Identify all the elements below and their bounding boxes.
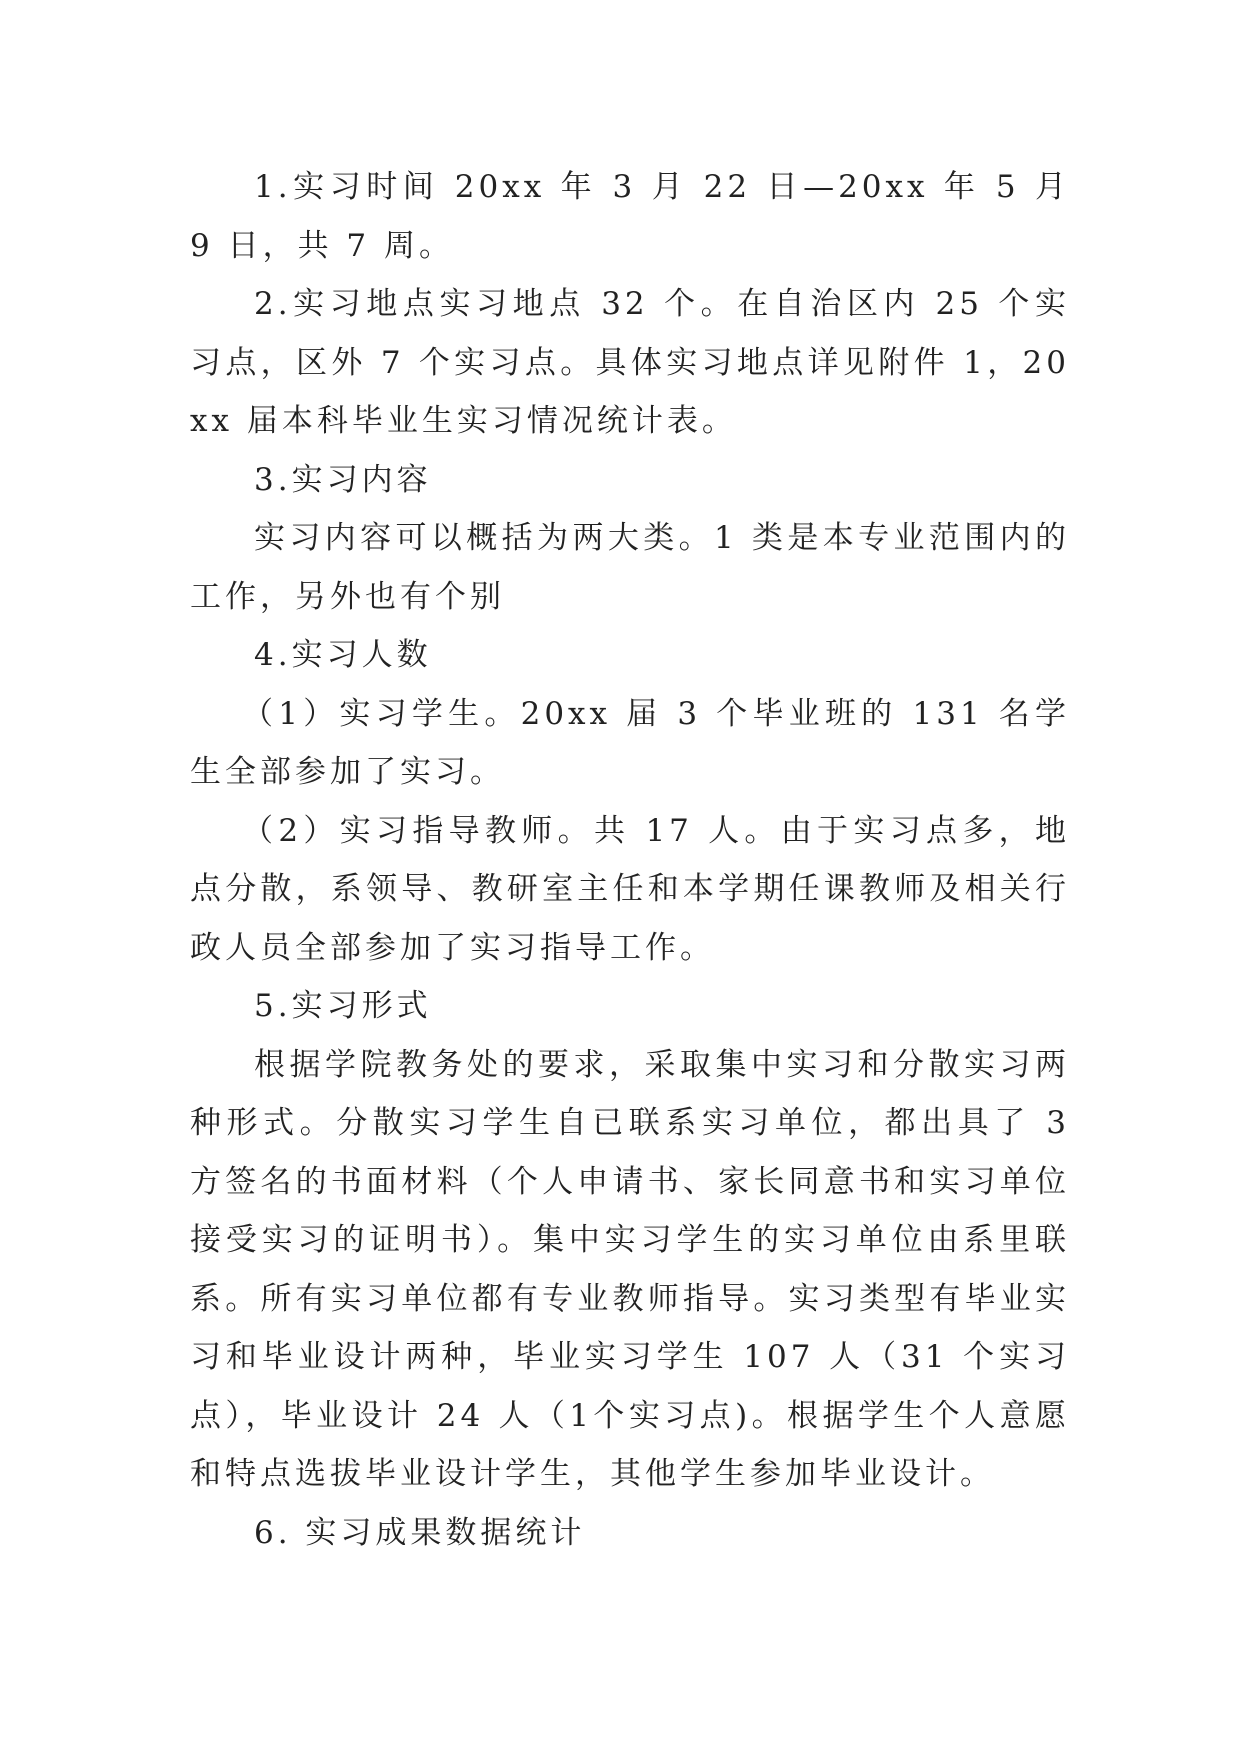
paragraph-internship-time: 1.实习时间 20xx 年 3 月 22 日—20xx 年 5 月 9 日，共 7 周。 bbox=[190, 169, 1070, 264]
paragraph-internship-teachers: （2）实习指导教师。共 17 人。由于实习点多，地点分散，系领导、教研室主任和本学期任课教师及相关行政人员全部参加了实习指导工作。 bbox=[190, 812, 1070, 966]
paragraph-internship-format: 根据学院教务处的要求，采取集中实习和分散实习两种形式。分散实习学生自已联系实习单位，都出具了 3 方签名的书面材料（个人申请书、家长同意书和实习单位接受实习的证明书）。集中实习学生的实习单位由系里联系。所有实习单位都有专业教师指导。实习类型有毕业实习和毕业设计两种，毕业实习学生 107 人（31 个实习点），毕业设计 24 人（1个实习点)。根据学生个人意愿和特点选拔毕业设计学生，其他学生参加毕业设计。 bbox=[190, 1046, 1070, 1492]
paragraph-internship-content: 实习内容可以概括为两大类。1 类是本专业范围内的工作，另外也有个别 bbox=[190, 520, 1070, 615]
heading-internship-format: 5.实习形式 bbox=[254, 988, 432, 1024]
heading-internship-content: 3.实习内容 bbox=[254, 461, 432, 498]
paragraph-internship-location: 2.实习地点实习地点 32 个。在自治区内 25 个实习点，区外 7 个实习点。具体实习地点详见附件 1，20xx 届本科毕业生实习情况统计表。 bbox=[190, 286, 1070, 439]
paragraph-internship-students: （1）实习学生。20xx 届 3 个毕业班的 131 名学生全部参加了实习。 bbox=[190, 695, 1070, 790]
document-body bbox=[190, 158, 1070, 1562]
heading-internship-statistics: 6. 实习成果数据统计 bbox=[254, 1514, 586, 1551]
heading-internship-headcount: 4.实习人数 bbox=[254, 637, 432, 673]
